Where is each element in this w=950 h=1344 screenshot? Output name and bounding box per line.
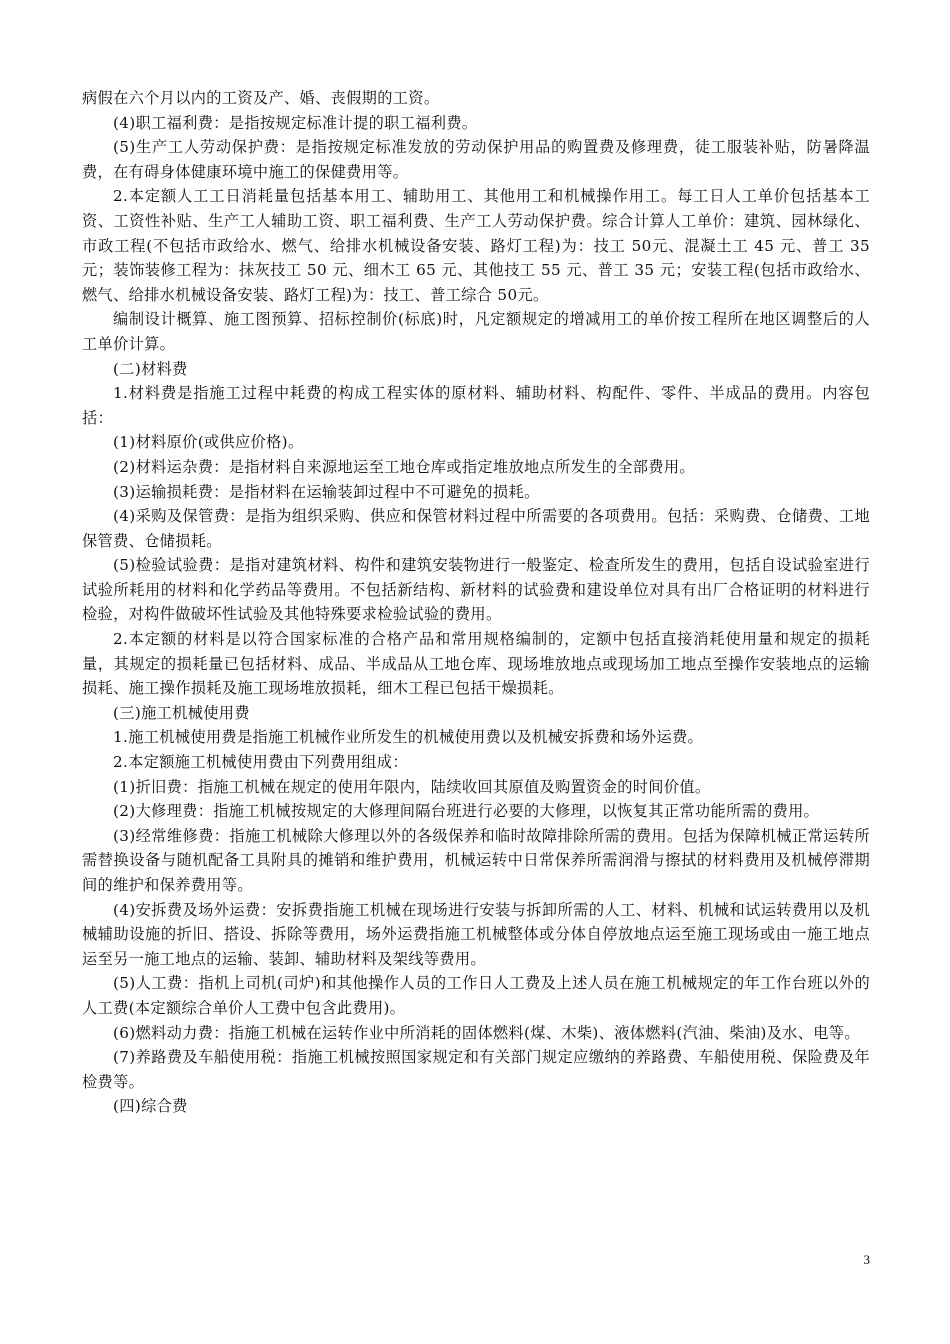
paragraph-labor-unit-price: 2.本定额人工工日消耗量包括基本用工、辅助用工、其他用工和机械操作用工。每工日人工单价包括基本工资、工资性补贴、生产工人辅助工资、职工福利费、生产工人劳动保护费。综合计算人工单价：建筑、园林绿化、市政工程(不包括市政给水、燃气、给排水机械设备安装、路灯工程)为：技工 50元、混凝土工 45 元、普工 35 元；装饰装修工程为：抹灰技工 50 元、细木工 65 元、其他技工 55 元、普工 35 元；安装工程(包括市政给水、燃气、给排水机械设备安装、路灯工程)为：技工、普工综合 50元。: [82, 187, 870, 304]
paragraph-transport-loss-fee: (3)运输损耗费：是指材料在运输装卸过程中不可避免的损耗。: [113, 482, 540, 501]
section-heading-materials: (二)材料费: [113, 359, 188, 378]
paragraph-machinery-fee-definition: 1.施工机械使用费是指施工机械作业所发生的机械使用费以及机械安拆费和场外运费。: [113, 728, 704, 747]
section-heading-machinery: (三)施工机械使用费: [113, 703, 250, 722]
paragraph-material-standards: 2.本定额的材料是以符合国家标准的合格产品和常用规格编制的，定额中包括直接消耗使用量和规定的损耗量，其规定的损耗量已包括材料、成品、半成品从工地仓库、现场堆放地点或现场加工地点至操作安装地点的运输损耗、施工操作损耗及施工现场堆放损耗，细木工程已包括干燥损耗。: [82, 630, 870, 698]
paragraph-material-transport-fee: (2)材料运杂费：是指材料自来源地运至工地仓库或指定堆放地点所发生的全部费用。: [113, 457, 695, 476]
paragraph-overhaul-fee: (2)大修理费：指施工机械按规定的大修理间隔台班进行必要的大修理，以恢复其正常功能所需的费用。: [113, 802, 820, 821]
page-body: [82, 86, 870, 1119]
paragraph-maintenance-fee: (3)经常维修费：指施工机械除大修理以外的各级保养和临时故障排除所需的费用。包括为保障机械正常运转所需替换设备与随机配备工具附具的摊销和维护费用，机械运转中日常保养所需润滑与擦拭的材料费用及机械停滞期间的维护和保养费用等。: [82, 826, 870, 894]
paragraph-welfare-fee: (4)职工福利费：是指按规定标准计提的职工福利费。: [113, 113, 478, 132]
paragraph-continuation: 病假在六个月以内的工资及产、婚、丧假期的工资。: [82, 89, 440, 107]
paragraph-operator-labor-fee: (5)人工费：指机上司机(司炉)和其他操作人员的工作日人工费及上述人员在施工机械规定的年工作台班以外的人工费(本定额综合单价人工费中包含此费用)。: [82, 974, 870, 1017]
paragraph-fuel-power-fee: (6)燃料动力费：指施工机械在运转作业中所消耗的固体燃料(煤、木柴)、液体燃料(汽油、柴油)及水、电等。: [113, 1023, 860, 1042]
paragraph-road-vehicle-tax: (7)养路费及车船使用税：指施工机械按照国家规定和有关部门规定应缴纳的养路费、车船使用税、保险费及年检费等。: [82, 1048, 870, 1091]
paragraph-labor-price-adjustment: 编制设计概算、施工图预算、招标控制价(标底)时，凡定额规定的增减用工的单价按工程所在地区调整后的人工单价计算。: [82, 310, 870, 353]
paragraph-procurement-storage-fee: (4)采购及保管费：是指为组织采购、供应和保管材料过程中所需要的各项费用。包括：采购费、仓储费、工地保管费、仓储损耗。: [82, 507, 870, 550]
paragraph-installation-transport-fee: (4)安拆费及场外运费：安拆费指施工机械在现场进行安装与拆卸所需的人工、材料、机械和试运转费用以及机械辅助设施的折旧、搭设、拆除等费用，场外运费指施工机械整体或分体自停放地点运至施工现场或由一施工地点运至另一施工地点的运输、装卸、辅助材料及架线等费用。: [82, 900, 870, 968]
section-heading-comprehensive-fee: (四)综合费: [113, 1097, 188, 1116]
paragraph-depreciation-fee: (1)折旧费：指施工机械在规定的使用年限内，陆续收回其原值及购置资金的时间价值。: [113, 777, 711, 796]
paragraph-inspection-test-fee: (5)检验试验费：是指对建筑材料、构件和建筑安装物进行一般鉴定、检查所发生的费用，包括自设试验室进行试验所耗用的材料和化学药品等费用。不包括新结构、新材料的试验费和建设单位对具有出厂合格证明的材料进行检验，对构件做破坏性试验及其他特殊要求检验试验的费用。: [82, 556, 870, 624]
paragraph-material-fee-definition: 1.材料费是指施工过程中耗费的构成工程实体的原材料、辅助材料、构配件、零件、半成品的费用。内容包括：: [82, 384, 870, 427]
page-number: 3: [863, 1252, 870, 1267]
paragraph-labor-protection-fee: (5)生产工人劳动保护费：是指按规定标准发放的劳动保护用品的购置费及修理费，徒工服装补贴，防暑降温费，在有碍身体健康环境中施工的保健费用等。: [82, 138, 870, 181]
paragraph-material-price: (1)材料原价(或供应价格)。: [113, 433, 304, 452]
paragraph-machinery-fee-composition: 2.本定额施工机械使用费由下列费用组成：: [113, 753, 408, 772]
